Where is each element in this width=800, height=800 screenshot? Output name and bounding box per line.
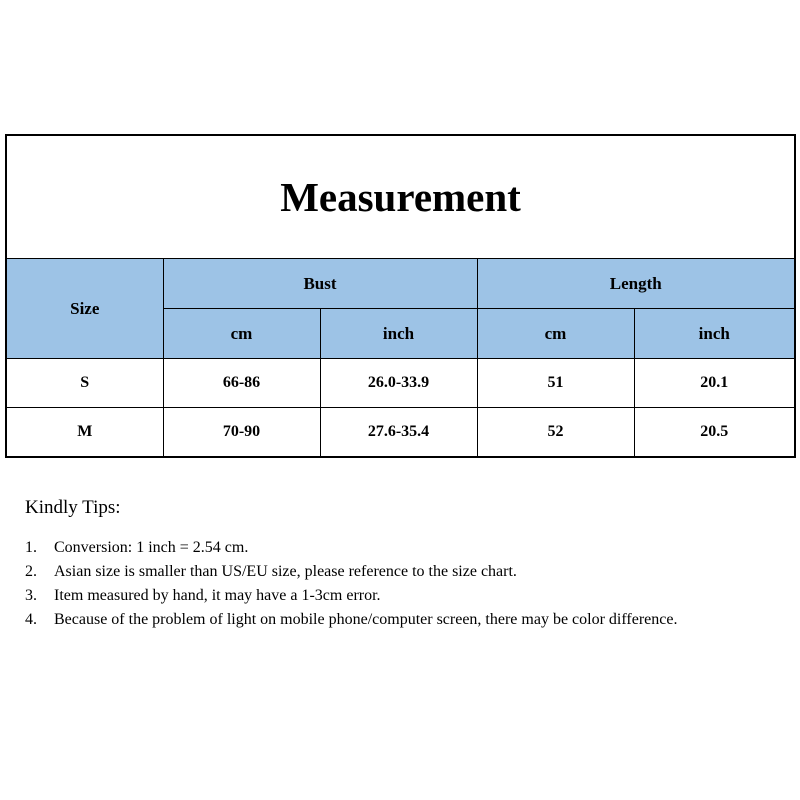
tip-number: 4. (25, 611, 37, 628)
size-cell: S (6, 359, 163, 408)
list-item (25, 584, 725, 608)
title-row (6, 135, 795, 259)
length-inch-cell: 20.1 (634, 359, 795, 408)
length-cm-cell: 52 (477, 408, 634, 458)
tip-text: Asian size is smaller than US/EU size, please reference to the size chart. (54, 563, 517, 580)
table-row (6, 359, 795, 408)
list-item (25, 608, 725, 632)
size-chart-table (5, 134, 796, 458)
tip-text: Conversion: 1 inch = 2.54 cm. (54, 539, 249, 556)
group-header-row (6, 259, 795, 309)
bust-cm-cell: 66-86 (163, 359, 320, 408)
size-header: Size (6, 259, 163, 359)
table-title: Measurement (6, 135, 795, 259)
length-inch-cell: 20.5 (634, 408, 795, 458)
length-cm-header: cm (477, 309, 634, 359)
size-cell: M (6, 408, 163, 458)
length-header: Length (477, 259, 795, 309)
tip-number: 2. (25, 563, 37, 580)
bust-inch-header: inch (320, 309, 477, 359)
tip-number: 3. (25, 587, 37, 604)
list-item (25, 536, 725, 560)
list-item (25, 560, 725, 584)
tip-number: 1. (25, 539, 37, 556)
tips-list (25, 536, 725, 632)
length-inch-header: inch (634, 309, 795, 359)
length-cm-cell: 51 (477, 359, 634, 408)
bust-cm-cell: 70-90 (163, 408, 320, 458)
bust-header: Bust (163, 259, 477, 309)
table-row (6, 408, 795, 458)
bust-cm-header: cm (163, 309, 320, 359)
bust-inch-cell: 27.6-35.4 (320, 408, 477, 458)
bust-inch-cell: 26.0-33.9 (320, 359, 477, 408)
tips-title: Kindly Tips: (25, 497, 121, 518)
tip-text: Because of the problem of light on mobile phone/computer screen, there may be color difference. (54, 611, 678, 628)
tip-text: Item measured by hand, it may have a 1-3cm error. (54, 587, 381, 604)
